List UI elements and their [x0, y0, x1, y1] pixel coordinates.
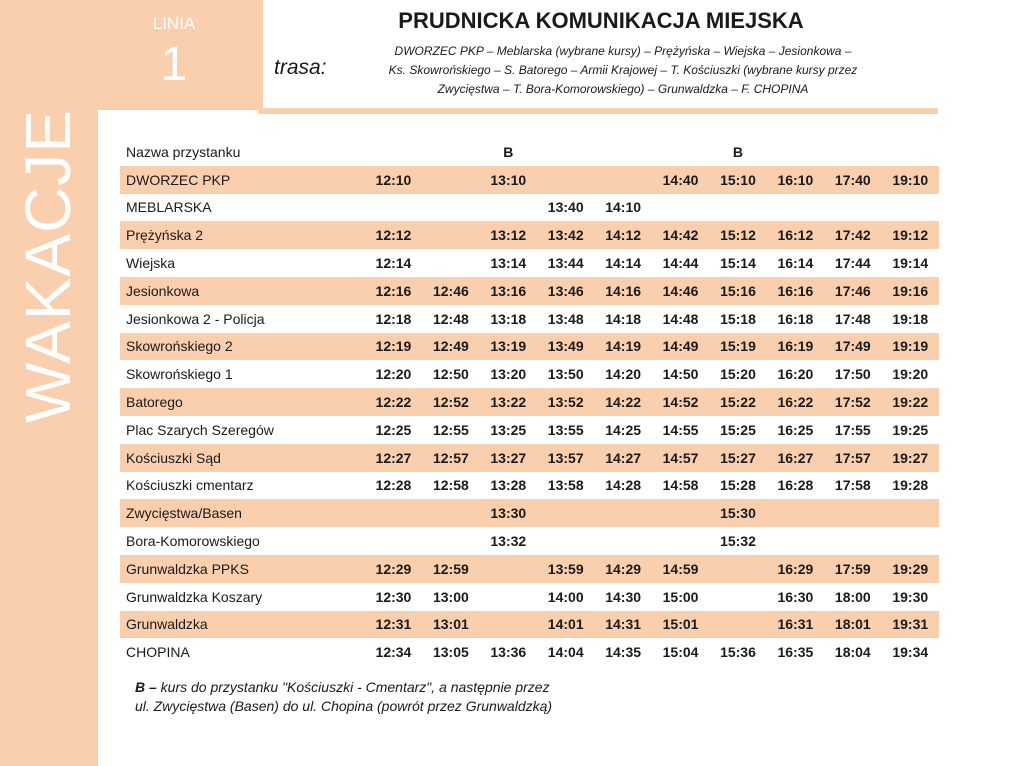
course-mark: B — [503, 143, 514, 160]
table-row — [120, 166, 939, 194]
departure-time: 12:31 — [365, 611, 422, 639]
table-row — [120, 221, 939, 249]
departure-time: 12:16 — [365, 277, 422, 305]
departure-time: 14:55 — [662, 421, 699, 438]
departure-time: 16:20 — [777, 366, 814, 383]
page-title: PRUDNICKA KOMUNIKACJA MIEJSKA — [398, 8, 804, 33]
table-row — [120, 527, 939, 555]
departure-time: 14:58 — [662, 477, 699, 494]
departure-time: 14:57 — [652, 444, 709, 472]
course-mark — [882, 138, 939, 166]
departure-time: 13:12 — [480, 221, 537, 249]
stop-name: Jesionkowa 2 - Policja — [126, 310, 265, 327]
departure-time: 15:19 — [709, 333, 766, 361]
departure-time: 14:27 — [594, 444, 651, 472]
stop-name: Grunwaldzka — [120, 611, 365, 639]
departure-time: 13:25 — [490, 421, 527, 438]
table-row — [120, 194, 939, 222]
stop-name: Bora-Komorowskiego — [126, 533, 260, 550]
timetable-header-row — [120, 138, 939, 166]
departure-time: 13:22 — [480, 388, 537, 416]
departure-time: 19:25 — [892, 421, 929, 438]
departure-time: 12:14 — [375, 255, 412, 272]
departure-time: 15:25 — [720, 421, 756, 438]
departure-time — [709, 194, 766, 222]
departure-time: 15:12 — [709, 221, 766, 249]
departure-time: 15:10 — [709, 166, 766, 194]
departure-time: 12:25 — [375, 421, 412, 438]
table-row — [120, 638, 939, 666]
stop-name: CHOPINA — [126, 644, 190, 661]
route-label: trasa: — [274, 56, 327, 79]
table-row — [120, 277, 939, 305]
departure-time: 17:52 — [824, 388, 881, 416]
departure-time: 12:57 — [422, 444, 479, 472]
departure-time — [824, 194, 881, 222]
departure-time: 15:27 — [709, 444, 766, 472]
departure-time: 19:22 — [882, 388, 939, 416]
departure-time: 13:49 — [537, 333, 594, 361]
course-mark — [767, 138, 824, 166]
departure-time: 12:30 — [375, 588, 412, 605]
departure-time: 19:28 — [892, 477, 929, 494]
departure-time: 12:59 — [422, 555, 479, 583]
departure-time: 15:32 — [720, 533, 756, 550]
table-row — [120, 611, 939, 639]
table-row — [120, 249, 939, 277]
departure-time — [422, 221, 479, 249]
departure-time: 14:01 — [537, 611, 594, 639]
departure-time: 16:30 — [777, 588, 814, 605]
timetable — [120, 138, 939, 666]
stop-name: Kościuszki Sąd — [120, 444, 365, 472]
departure-time: 15:18 — [720, 310, 756, 327]
stop-name: Skowrońskiego 2 — [120, 333, 365, 361]
departure-time: 14:10 — [605, 199, 642, 216]
departure-time: 17:59 — [824, 555, 881, 583]
footnote-text-2: ul. Zwycięstwa (Basen) do ul. Chopina (powrót przez Grunwaldzką) — [135, 698, 553, 714]
stop-name: Grunwaldzka Koszary — [126, 588, 263, 605]
departure-time: 17:58 — [834, 477, 871, 494]
departure-time: 14:22 — [594, 388, 651, 416]
table-row — [120, 388, 939, 416]
departure-time: 14:40 — [652, 166, 709, 194]
departure-time: 15:22 — [709, 388, 766, 416]
departure-time: 13:20 — [490, 366, 527, 383]
departure-time: 13:27 — [480, 444, 537, 472]
departure-time: 12:48 — [432, 310, 469, 327]
stop-name: Grunwaldzka PPKS — [120, 555, 365, 583]
route-line: Ks. Skowrońskiego – S. Batorego – Armii Krajowej – T. Kościuszki (wybrane kursy przez — [388, 63, 858, 77]
stop-name: Kościuszki cmentarz — [126, 477, 254, 494]
stop-name: Batorego — [120, 388, 365, 416]
departure-time: 12:52 — [422, 388, 479, 416]
departure-time: 14:35 — [605, 644, 642, 661]
departure-time: 14:04 — [547, 644, 584, 661]
footnote-mark: B – — [135, 679, 157, 695]
departure-time: 13:01 — [422, 611, 479, 639]
column-header-stop-name: Nazwa przystanku — [126, 143, 241, 160]
departure-time: 17:49 — [824, 333, 881, 361]
departure-time — [365, 194, 422, 222]
departure-time: 17:48 — [834, 310, 871, 327]
departure-time: 12:18 — [375, 310, 412, 327]
course-mark — [365, 138, 422, 166]
departure-time: 17:55 — [834, 421, 871, 438]
table-row — [120, 305, 939, 333]
departure-time: 14:42 — [652, 221, 709, 249]
footnote-text: kurs do przystanku "Kościuszki - Cmentarz", a następnie przez — [156, 679, 550, 695]
departure-time: 14:00 — [547, 588, 584, 605]
departure-time — [594, 527, 651, 555]
departure-time: 15:01 — [652, 611, 709, 639]
stop-name: Skowrońskiego 1 — [126, 366, 233, 383]
departure-time — [537, 527, 594, 555]
departure-time: 13:16 — [480, 277, 537, 305]
departure-time: 14:19 — [594, 333, 651, 361]
departure-time — [767, 499, 824, 527]
departure-time — [709, 611, 766, 639]
departure-time: 13:52 — [537, 388, 594, 416]
departure-time — [422, 166, 479, 194]
route-description — [353, 42, 893, 99]
departure-time — [422, 499, 479, 527]
table-row — [120, 333, 939, 361]
departure-time — [652, 527, 709, 555]
departure-time: 12:46 — [422, 277, 479, 305]
departure-time: 15:14 — [720, 255, 756, 272]
departure-time: 13:32 — [490, 533, 527, 550]
header-divider — [258, 108, 938, 114]
departure-time: 17:40 — [824, 166, 881, 194]
table-row — [120, 360, 939, 388]
departure-time: 17:57 — [824, 444, 881, 472]
departure-time: 14:14 — [605, 255, 642, 272]
departure-time — [480, 555, 537, 583]
departure-time: 16:31 — [767, 611, 824, 639]
departure-time: 16:12 — [767, 221, 824, 249]
departure-time: 15:04 — [662, 644, 699, 661]
departure-time: 19:16 — [882, 277, 939, 305]
departure-time — [767, 527, 824, 555]
departure-time: 16:19 — [767, 333, 824, 361]
departure-time: 16:16 — [767, 277, 824, 305]
departure-time — [594, 499, 651, 527]
course-mark — [652, 138, 709, 166]
departure-time: 19:29 — [882, 555, 939, 583]
departure-time — [652, 194, 709, 222]
course-mark — [824, 138, 881, 166]
departure-time — [365, 499, 422, 527]
departure-time: 13:59 — [537, 555, 594, 583]
departure-time: 15:20 — [720, 366, 756, 383]
departure-time: 16:25 — [777, 421, 814, 438]
departure-time — [480, 583, 537, 611]
departure-time: 14:52 — [652, 388, 709, 416]
departure-time: 19:31 — [882, 611, 939, 639]
departure-time — [709, 555, 766, 583]
departure-time: 16:18 — [777, 310, 814, 327]
course-mark — [594, 138, 651, 166]
course-mark — [537, 138, 594, 166]
departure-time — [365, 527, 422, 555]
departure-time: 13:00 — [432, 588, 469, 605]
season-label: WAKACJE — [12, 109, 84, 423]
departure-time: 13:40 — [547, 199, 584, 216]
departure-time — [882, 499, 939, 527]
departure-time: 14:20 — [605, 366, 642, 383]
departure-time: 15:36 — [720, 644, 756, 661]
departure-time: 12:20 — [375, 366, 412, 383]
departure-time — [422, 249, 479, 277]
departure-time — [480, 611, 537, 639]
route-line: Zwycięstwa – T. Bora-Komorowskiego) – Grunwaldzka – F. CHOPINA — [437, 82, 809, 96]
departure-time — [767, 194, 824, 222]
departure-time: 13:44 — [547, 255, 584, 272]
departure-time: 19:30 — [892, 588, 929, 605]
departure-time: 12:19 — [365, 333, 422, 361]
stop-name: DWORZEC PKP — [120, 166, 365, 194]
table-row — [120, 472, 939, 500]
departure-time: 12:22 — [365, 388, 422, 416]
departure-time: 12:28 — [375, 477, 412, 494]
departure-time: 19:14 — [892, 255, 929, 272]
stop-name: Prężyńska 2 — [120, 221, 365, 249]
course-mark — [422, 138, 479, 166]
departure-time: 13:30 — [480, 499, 537, 527]
departure-time: 19:34 — [892, 644, 929, 661]
departure-time: 17:50 — [834, 366, 871, 383]
departure-time: 14:31 — [594, 611, 651, 639]
departure-time: 12:10 — [365, 166, 422, 194]
departure-time — [480, 194, 537, 222]
departure-time: 15:30 — [709, 499, 766, 527]
departure-time: 12:27 — [365, 444, 422, 472]
departure-time — [882, 194, 939, 222]
departure-time: 14:29 — [594, 555, 651, 583]
departure-time: 13:18 — [490, 310, 527, 327]
departure-time: 19:12 — [882, 221, 939, 249]
departure-time: 19:27 — [882, 444, 939, 472]
departure-time: 13:19 — [480, 333, 537, 361]
departure-time — [422, 194, 479, 222]
departure-time: 17:42 — [824, 221, 881, 249]
departure-time: 13:58 — [547, 477, 584, 494]
departure-time: 14:46 — [652, 277, 709, 305]
departure-time: 19:18 — [892, 310, 929, 327]
departure-time: 13:50 — [547, 366, 584, 383]
stop-name: Plac Szarych Szeregów — [126, 421, 274, 438]
departure-time: 13:05 — [432, 644, 469, 661]
departure-time — [824, 527, 881, 555]
departure-time: 13:42 — [537, 221, 594, 249]
line-number: 1 — [160, 38, 188, 91]
departure-time: 16:10 — [767, 166, 824, 194]
course-mark: B — [732, 143, 744, 160]
departure-time: 15:00 — [662, 588, 699, 605]
departure-time: 12:12 — [365, 221, 422, 249]
departure-time: 17:44 — [834, 255, 871, 272]
departure-time: 14:25 — [605, 421, 642, 438]
departure-time: 16:35 — [777, 644, 814, 661]
footnote — [135, 678, 595, 716]
departure-time — [594, 166, 651, 194]
stop-name: Zwycięstwa/Basen — [120, 499, 365, 527]
departure-time: 14:50 — [662, 366, 699, 383]
departure-time: 18:01 — [824, 611, 881, 639]
table-row — [120, 555, 939, 583]
departure-time: 13:36 — [490, 644, 527, 661]
departure-time: 14:49 — [652, 333, 709, 361]
departure-time — [422, 527, 479, 555]
table-row — [120, 499, 939, 527]
departure-time: 14:30 — [605, 588, 642, 605]
stop-name: MEBLARSKA — [126, 199, 212, 216]
departure-time: 13:14 — [490, 255, 527, 272]
departure-time: 14:28 — [605, 477, 642, 494]
departure-time: 13:10 — [480, 166, 537, 194]
table-row — [120, 583, 939, 611]
stop-name: Wiejska — [126, 255, 176, 272]
departure-time: 14:18 — [605, 310, 642, 327]
departure-time: 14:59 — [652, 555, 709, 583]
departure-time — [709, 583, 766, 611]
line-label: LINIA — [152, 14, 196, 33]
departure-time: 14:44 — [662, 255, 699, 272]
departure-time: 13:48 — [547, 310, 584, 327]
table-row — [120, 444, 939, 472]
stop-name: Jesionkowa — [120, 277, 365, 305]
departure-time: 17:46 — [824, 277, 881, 305]
departure-time: 14:16 — [594, 277, 651, 305]
departure-time: 16:27 — [767, 444, 824, 472]
departure-time: 13:46 — [537, 277, 594, 305]
departure-time: 14:48 — [662, 310, 699, 327]
departure-time: 13:55 — [547, 421, 584, 438]
departure-time: 13:28 — [490, 477, 527, 494]
departure-time: 12:55 — [432, 421, 469, 438]
departure-time: 12:50 — [432, 366, 469, 383]
departure-time: 16:14 — [777, 255, 814, 272]
route-line: DWORZEC PKP – Meblarska (wybrane kursy) – Prężyńska – Wiejska – Jesionkowa – — [394, 44, 852, 58]
departure-time: 12:49 — [422, 333, 479, 361]
departure-time — [652, 499, 709, 527]
departure-time: 16:28 — [777, 477, 814, 494]
departure-time — [537, 499, 594, 527]
departure-time: 15:28 — [720, 477, 756, 494]
departure-time — [882, 527, 939, 555]
departure-time: 18:04 — [834, 644, 871, 661]
departure-time: 12:58 — [432, 477, 469, 494]
departure-time: 19:10 — [882, 166, 939, 194]
departure-time — [824, 499, 881, 527]
departure-time: 12:29 — [365, 555, 422, 583]
departure-time: 15:16 — [709, 277, 766, 305]
departure-time: 16:22 — [767, 388, 824, 416]
departure-time: 19:20 — [892, 366, 929, 383]
departure-time — [537, 166, 594, 194]
departure-time: 19:19 — [882, 333, 939, 361]
departure-time: 16:29 — [767, 555, 824, 583]
departure-time: 13:57 — [537, 444, 594, 472]
departure-time: 18:00 — [834, 588, 871, 605]
table-row — [120, 416, 939, 444]
departure-time: 14:12 — [594, 221, 651, 249]
departure-time: 12:34 — [375, 644, 412, 661]
